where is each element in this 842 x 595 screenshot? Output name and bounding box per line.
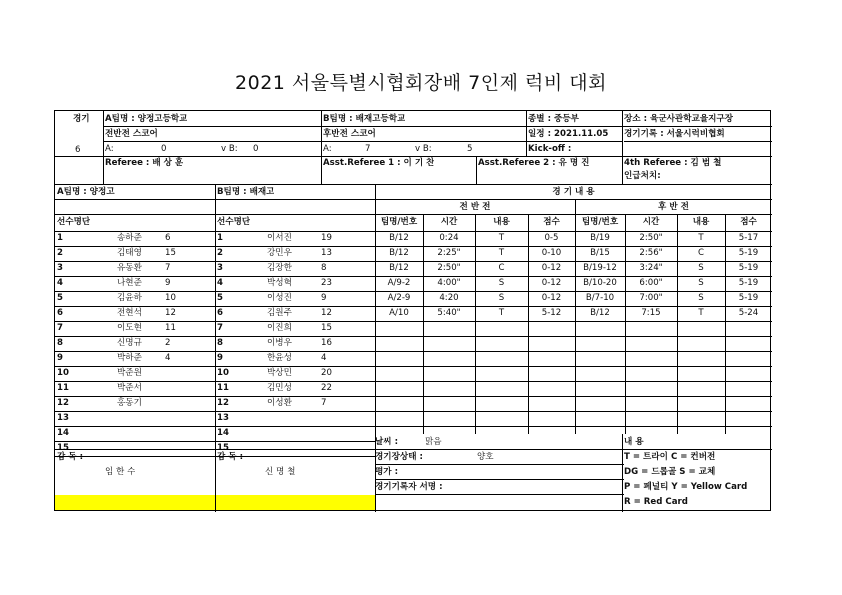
grid-line <box>375 231 772 232</box>
player-a-number: 4 <box>165 353 171 363</box>
weather-label: 날씨 : <box>375 437 399 447</box>
grid-line <box>215 184 216 512</box>
event-cell: T <box>698 233 704 243</box>
ground-condition-label: 경기장상태 : <box>375 452 423 462</box>
player-b-name: 김민성 <box>267 383 292 393</box>
player-a-number: 12 <box>165 308 176 318</box>
event-cell: 0:24 <box>439 233 459 243</box>
player-b-name: 이병우 <box>267 338 292 348</box>
coach-a-name: 임 한 수 <box>105 467 136 477</box>
player-b-number: 16 <box>321 338 332 348</box>
player-b-slot: 1 <box>217 233 223 243</box>
player-a-name: 김윤하 <box>117 293 142 303</box>
player-a-slot: 14 <box>57 428 69 438</box>
column-header: 점수 <box>543 217 560 227</box>
asst-referee-2: Asst.Referee 2 : 유 명 진 <box>478 158 590 168</box>
player-b-slot: 2 <box>217 248 223 258</box>
recorder-signature-label: 경기기록자 서명 : <box>375 482 443 492</box>
fh-vb-label: v B: <box>221 144 238 154</box>
game-label: 경기 <box>73 114 90 124</box>
column-header: 팀명/번호 <box>380 217 418 227</box>
grid-line <box>375 261 772 262</box>
event-cell: 0-10 <box>541 248 562 258</box>
evaluation-label: 평가 : <box>375 467 399 477</box>
player-a-slot: 8 <box>57 338 63 348</box>
event-cell: B/19 <box>590 233 610 243</box>
player-b-name: 강민우 <box>267 248 292 258</box>
event-cell: 6:00" <box>639 278 663 288</box>
legend-line-4: R = Red Card <box>624 497 688 507</box>
sh-a-label: A: <box>323 144 332 154</box>
player-b-slot: 3 <box>217 263 223 273</box>
player-a-name: 박준서 <box>117 383 142 393</box>
player-a-number: 15 <box>165 248 176 258</box>
grid-line <box>622 111 623 184</box>
team-a-name: A팀명 : 양정고등학교 <box>105 114 188 124</box>
team-b-short: B팀명 : 배재고 <box>217 187 275 197</box>
event-cell: 5-19 <box>738 263 759 273</box>
player-a-slot: 6 <box>57 308 63 318</box>
event-cell: A/10 <box>389 308 409 318</box>
legend-line-1: T = 트라이 C = 컨버전 <box>624 452 716 462</box>
event-cell: B/12 <box>389 248 409 258</box>
player-b-number: 4 <box>321 353 327 363</box>
player-b-name: 이성진 <box>267 293 292 303</box>
fh-b-score: 0 <box>253 144 259 154</box>
grid-line <box>476 156 477 184</box>
player-b-number: 23 <box>321 278 332 288</box>
player-a-slot: 12 <box>57 398 69 408</box>
grid-line <box>375 479 624 480</box>
kickoff: Kick-off : <box>528 144 572 154</box>
player-a-slot: 1 <box>57 233 63 243</box>
event-cell: 0-12 <box>541 263 562 273</box>
event-cell: B/19-12 <box>583 263 617 273</box>
grid-line <box>375 366 772 367</box>
player-b-slot: 13 <box>217 413 229 423</box>
player-b-slot: 15 <box>217 443 229 453</box>
first-half-label: 전 반 전 <box>459 202 491 212</box>
grid-line <box>55 156 103 157</box>
event-cell: 0-5 <box>544 233 559 243</box>
event-cell: 5-12 <box>541 308 562 318</box>
column-header: 점수 <box>740 217 757 227</box>
event-cell: T <box>498 248 505 258</box>
game-record-sheet <box>54 110 771 511</box>
column-header: 시간 <box>642 217 660 227</box>
event-cell: B/12 <box>389 263 409 273</box>
player-a-slot: 13 <box>57 413 69 423</box>
legend-line-2: DG = 드롭골 S = 교체 <box>624 467 716 477</box>
grid-line <box>321 111 322 184</box>
grid-line <box>375 411 772 412</box>
column-header: 시간 <box>440 217 458 227</box>
fourth-referee: 4th Referee : 김 범 철 <box>624 158 722 168</box>
event-cell: 7:15 <box>641 308 661 318</box>
player-a-slot: 15 <box>57 443 69 453</box>
event-cell: 5-24 <box>738 308 759 318</box>
event-cell: B/7-10 <box>585 293 615 303</box>
grid-line <box>375 199 772 200</box>
player-b-slot: 14 <box>217 428 229 438</box>
grid-line <box>103 126 772 127</box>
coach-b-label: 감 독 : <box>217 452 244 462</box>
player-a-slot: 11 <box>57 383 69 393</box>
player-a-number: 7 <box>165 263 171 273</box>
event-cell: A/2-9 <box>387 293 411 303</box>
player-a-number: 10 <box>165 293 176 303</box>
sh-b-score: 5 <box>467 144 473 154</box>
player-a-slot: 7 <box>57 323 63 333</box>
first-half-score-label: 전반전 스코어 <box>105 129 158 139</box>
event-cell: A/9-2 <box>387 278 411 288</box>
event-cell: 2:50" <box>639 233 663 243</box>
column-header: 내용 <box>692 217 710 227</box>
event-cell: B/15 <box>590 248 610 258</box>
player-a-number: 6 <box>165 233 171 243</box>
sh-a-score: 7 <box>365 144 371 154</box>
player-b-name: 박상민 <box>267 368 292 378</box>
first-aid: 인급처치: <box>624 171 661 181</box>
event-cell: 0-12 <box>541 293 562 303</box>
grid-line <box>375 214 772 215</box>
asst-referee-1: Asst.Referee 1 : 이 기 찬 <box>323 158 435 168</box>
team-a-short: A팀명 : 양정고 <box>57 187 115 197</box>
grid-line <box>375 494 624 495</box>
event-cell: S <box>698 293 704 303</box>
grid-line <box>375 184 376 512</box>
event-cell: 4:00" <box>437 278 461 288</box>
player-b-name: 한윤성 <box>267 353 292 363</box>
event-cell: 0-12 <box>541 278 562 288</box>
grid-line <box>625 214 626 434</box>
grid-line <box>375 336 772 337</box>
grid-line <box>725 214 726 434</box>
event-cell: B/10-20 <box>583 278 617 288</box>
grid-line <box>475 214 476 434</box>
grid-line <box>528 214 529 434</box>
grid-line <box>375 464 624 465</box>
player-b-name: 김장한 <box>267 263 292 273</box>
grid-line <box>423 214 424 434</box>
event-cell: S <box>498 293 505 303</box>
grid-line <box>375 351 772 352</box>
event-cell: C <box>697 248 704 258</box>
player-b-number: 15 <box>321 323 332 333</box>
grid-line <box>103 141 623 142</box>
player-b-slot: 6 <box>217 308 223 318</box>
grid-line <box>375 449 772 450</box>
event-cell: 2:25" <box>437 248 461 258</box>
player-a-name: 신명규 <box>117 338 142 348</box>
venue: 장소 : 육군사관학교율지구장 <box>624 114 734 124</box>
player-a-slot: 9 <box>57 353 63 363</box>
player-b-slot: 11 <box>217 383 229 393</box>
player-b-number: 22 <box>321 383 332 393</box>
player-b-name: 이진희 <box>267 323 292 333</box>
player-b-number: 8 <box>321 263 327 273</box>
event-cell: 5:40" <box>437 308 461 318</box>
grid-line <box>575 199 576 214</box>
second-half-label: 후 반 전 <box>658 202 689 212</box>
player-a-name: 전현석 <box>117 308 142 318</box>
grid-line <box>375 321 772 322</box>
column-header: 내용 <box>493 217 510 227</box>
player-a-number: 9 <box>165 278 171 288</box>
page-title: 2021 서울특별시협회장배 7인제 럭비 대회 <box>235 72 607 94</box>
column-header: 팀명/번호 <box>581 217 619 227</box>
event-cell: S <box>698 263 704 273</box>
grid-line <box>375 381 772 382</box>
grid-line <box>375 246 772 247</box>
event-cell: S <box>498 278 505 288</box>
player-a-name: 이도현 <box>117 323 142 333</box>
game-number: 6 <box>75 145 81 155</box>
player-a-name: 박하준 <box>117 353 142 363</box>
player-a-name: 유동환 <box>117 263 142 273</box>
grid-line <box>375 276 772 277</box>
player-a-slot: 4 <box>57 278 63 288</box>
player-b-number: 19 <box>321 233 332 243</box>
player-a-slot: 3 <box>57 263 63 273</box>
event-cell: B/12 <box>590 308 610 318</box>
grid-line <box>103 156 772 157</box>
grid-line <box>526 111 527 156</box>
recorder: 경기기록 : 서울시럭비협회 <box>624 129 725 139</box>
coach-a-label: 감 독 : <box>57 452 84 462</box>
player-b-name: 김원주 <box>267 308 292 318</box>
player-a-number: 2 <box>165 338 171 348</box>
grid-line <box>55 184 772 185</box>
sh-vb-label: v B: <box>415 144 432 154</box>
grid-line <box>103 111 104 184</box>
grid-line <box>622 434 623 512</box>
player-b-slot: 10 <box>217 368 229 378</box>
player-a-number: 11 <box>165 323 176 333</box>
roster-label-b: 선수명단 <box>217 217 251 227</box>
event-cell: 2:56" <box>639 248 663 258</box>
event-cell: 3:24" <box>639 263 663 273</box>
event-cell: 2:50" <box>437 263 461 273</box>
player-a-name: 김태영 <box>117 248 142 258</box>
player-b-slot: 9 <box>217 353 223 363</box>
legend-line-3: P = 페널티 Y = Yellow Card <box>624 482 748 492</box>
player-a-name: 나현준 <box>117 278 142 288</box>
player-a-slot: 2 <box>57 248 63 258</box>
event-cell: 5-19 <box>738 248 759 258</box>
grid-line <box>575 214 576 434</box>
player-b-slot: 7 <box>217 323 223 333</box>
grid-line <box>677 214 678 434</box>
player-b-name: 이서진 <box>267 233 292 243</box>
event-cell: 4:20 <box>439 293 459 303</box>
game-content-label: 경 기 내 용 <box>552 187 595 197</box>
player-b-slot: 4 <box>217 278 223 288</box>
player-a-slot: 5 <box>57 293 63 303</box>
referee: Referee : 배 상 훈 <box>105 158 184 168</box>
roster-label-a: 선수명단 <box>57 217 91 227</box>
grid-line <box>55 449 375 450</box>
grid-line <box>375 426 772 427</box>
match-date: 일정 : 2021.11.05 <box>528 129 609 139</box>
event-cell: 5-17 <box>738 233 759 243</box>
team-b-name: B팀명 : 배재고등학교 <box>323 114 406 124</box>
event-cell: S <box>698 278 704 288</box>
player-b-slot: 12 <box>217 398 229 408</box>
grid-line <box>375 396 772 397</box>
player-b-number: 20 <box>321 368 332 378</box>
event-cell: B/12 <box>389 233 409 243</box>
event-cell: T <box>498 308 505 318</box>
second-half-score-label: 후반전 스코어 <box>323 129 376 139</box>
event-cell: C <box>498 263 505 273</box>
player-a-name: 홍동기 <box>117 398 142 408</box>
grid-line <box>624 141 772 142</box>
player-b-number: 13 <box>321 248 332 258</box>
player-b-slot: 8 <box>217 338 223 348</box>
division: 종별 : 중등부 <box>528 114 579 124</box>
player-b-name: 이성환 <box>267 398 292 408</box>
fh-a-label: A: <box>105 144 114 154</box>
player-b-name: 박성혁 <box>267 278 292 288</box>
player-a-slot: 10 <box>57 368 69 378</box>
legend-title: 내 용 <box>624 437 644 447</box>
player-a-name: 박준원 <box>117 368 142 378</box>
ground-condition-value: 양호 <box>477 452 494 462</box>
player-b-number: 7 <box>321 398 327 408</box>
event-cell: T <box>698 308 704 318</box>
player-b-number: 12 <box>321 308 332 318</box>
coach-b-name: 신 명 철 <box>265 467 296 477</box>
player-a-name: 송하준 <box>117 233 142 243</box>
grid-line <box>375 306 772 307</box>
event-cell: 7:00" <box>639 293 663 303</box>
fh-a-score: 0 <box>161 144 167 154</box>
event-cell: T <box>498 233 505 243</box>
weather-value: 맑음 <box>425 437 442 447</box>
player-b-slot: 5 <box>217 293 223 303</box>
grid-line <box>375 291 772 292</box>
event-cell: 5-19 <box>738 278 759 288</box>
player-b-number: 9 <box>321 293 327 303</box>
event-cell: 5-19 <box>738 293 759 303</box>
